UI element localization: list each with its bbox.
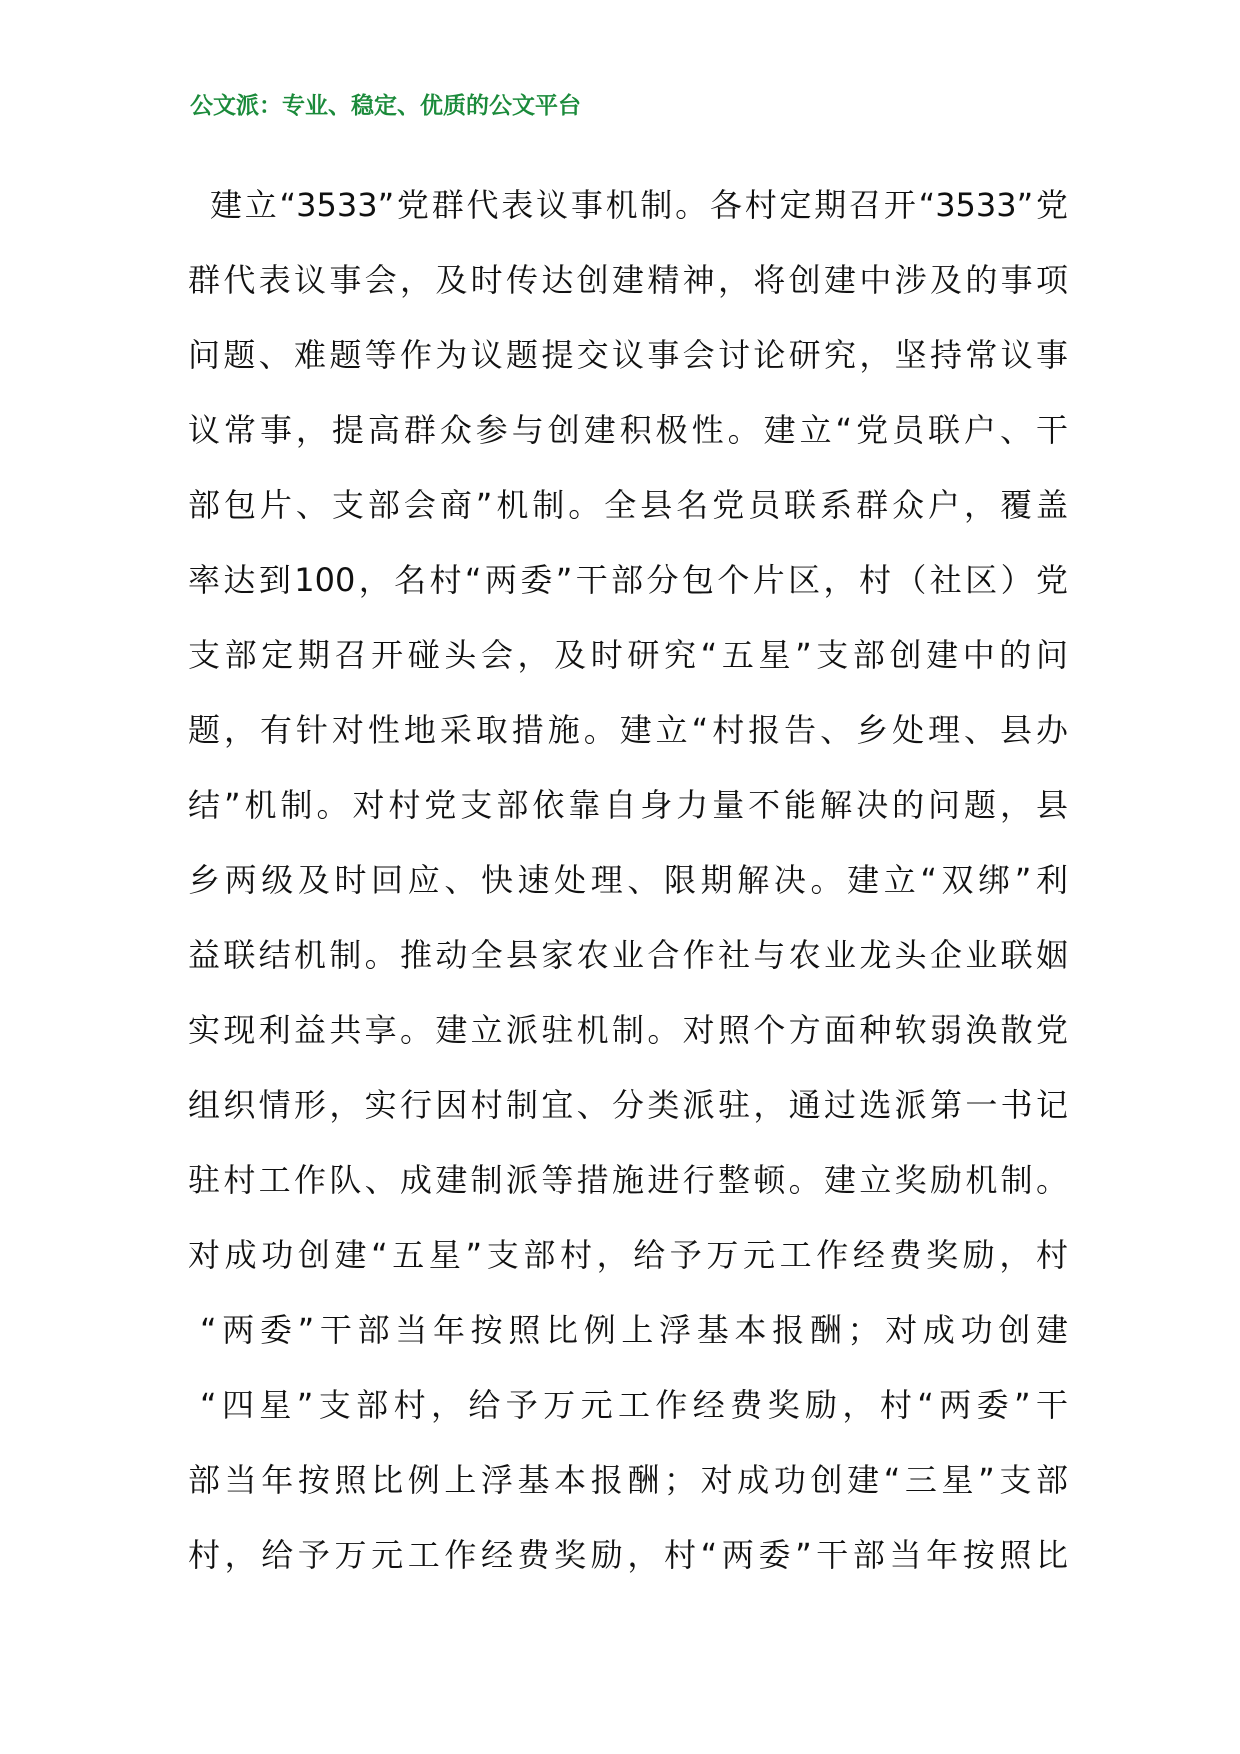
paragraph-line-13: 组织情形，实行因村制宜、分类派驻，通过选派第一书记 bbox=[188, 1086, 1068, 1124]
paragraph-line-9: 结”机制。对村党支部依靠自身力量不能解决的问题，县 bbox=[188, 786, 1068, 824]
paragraph-line-15: 对成功创建“五星”支部村，给予万元工作经费奖励，村 bbox=[188, 1236, 1068, 1274]
paragraph-line-17: “四星”支部村，给予万元工作经费奖励，村“两委”干 bbox=[200, 1386, 1068, 1424]
paragraph-line-3: 问题、难题等作为议题提交议事会讨论研究，坚持常议事 bbox=[188, 336, 1068, 374]
paragraph-line-10: 乡两级及时回应、快速处理、限期解决。建立“双绑”利 bbox=[188, 861, 1068, 899]
paragraph-line-2: 群代表议事会，及时传达创建精神，将创建中涉及的事项 bbox=[188, 261, 1068, 299]
paragraph-line-5: 部包片、支部会商”机制。全县名党员联系群众户，覆盖 bbox=[188, 486, 1068, 524]
paragraph-line-14: 驻村工作队、成建制派等措施进行整顿。建立奖励机制。 bbox=[188, 1161, 1068, 1199]
paragraph-line-6: 率达到100，名村“两委”干部分包个片区，村（社区）党 bbox=[188, 561, 1068, 599]
paragraph-line-1: 建立“3533”党群代表议事机制。各村定期召开“3533”党 bbox=[210, 186, 1068, 224]
paragraph-line-7: 支部定期召开碰头会，及时研究“五星”支部创建中的问 bbox=[188, 636, 1068, 674]
paragraph-line-12: 实现利益共享。建立派驻机制。对照个方面种软弱涣散党 bbox=[188, 1011, 1068, 1049]
paragraph-line-4: 议常事，提高群众参与创建积极性。建立“党员联户、干 bbox=[188, 411, 1068, 449]
paragraph-line-18: 部当年按照比例上浮基本报酬；对成功创建“三星”支部 bbox=[188, 1461, 1068, 1499]
paragraph-line-8: 题，有针对性地采取措施。建立“村报告、乡处理、县办 bbox=[188, 711, 1068, 749]
site-header-slogan: 公文派：专业、稳定、优质的公文平台 bbox=[190, 93, 581, 119]
paragraph-line-11: 益联结机制。推动全县家农业合作社与农业龙头企业联姻 bbox=[188, 936, 1068, 974]
paragraph-line-16: “两委”干部当年按照比例上浮基本报酬；对成功创建 bbox=[200, 1311, 1068, 1349]
document-body bbox=[188, 168, 1068, 1593]
paragraph-line-19: 村，给予万元工作经费奖励，村“两委”干部当年按照比 bbox=[188, 1536, 1068, 1574]
